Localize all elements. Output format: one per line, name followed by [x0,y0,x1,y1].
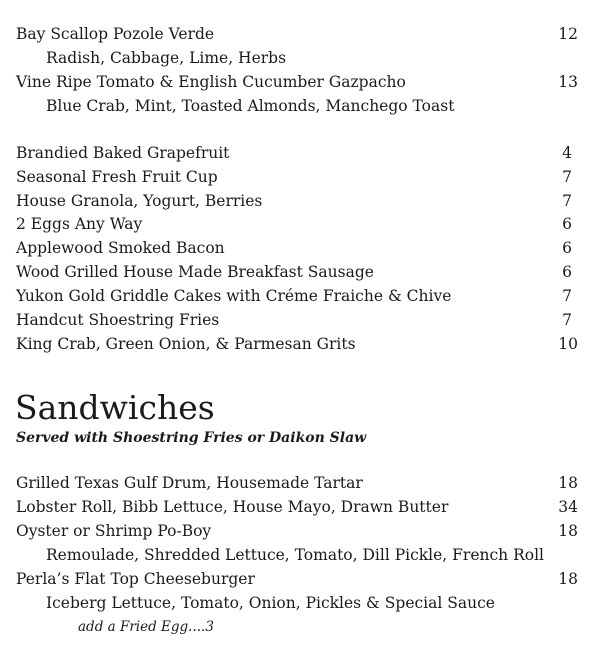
menu-item [16,308,578,332]
menu-item [16,332,578,356]
menu-item [16,519,578,543]
menu-item [16,70,578,94]
menu-item-name: Wood Grilled House Made Breakfast Sausage [16,263,374,281]
menu-item-price: 12 [558,25,578,43]
menu-item [16,22,578,46]
menu-item [16,284,578,308]
menu-item-price: 18 [558,522,578,540]
menu-item-description: Remoulade, Shredded Lettuce, Tomato, Dill Pickle, French Roll [46,546,544,564]
menu-item [16,165,578,189]
menu-item [16,236,578,260]
menu-item-name: 2 Eggs Any Way [16,215,143,233]
menu-item-name: Oyster or Shrimp Po-Boy [16,522,212,540]
menu-item-description: Radish, Cabbage, Lime, Herbs [46,49,287,67]
menu-item-name: Applewood Smoked Bacon [16,239,225,257]
menu-item-name: Lobster Roll, Bibb Lettuce, House Mayo, Drawn Butter [16,498,449,516]
menu-item-price: 10 [558,335,578,353]
menu-item [16,567,578,591]
menu-item-name: Seasonal Fresh Fruit Cup [16,168,218,186]
menu-item [16,189,578,213]
menu-item-name: Grilled Texas Gulf Drum, Housemade Tartar [16,474,363,492]
section-title: Sandwiches [15,388,215,427]
menu-item-price: 18 [558,570,578,588]
menu-item-price: 7 [562,311,572,329]
menu-item [16,260,578,284]
menu-item-name: Brandied Baked Grapefruit [16,144,230,162]
menu-item-price: 18 [558,474,578,492]
section-subtitle: Served with Shoestring Fries or Daikon Slaw [16,430,367,446]
menu-item-name: House Granola, Yogurt, Berries [16,192,263,210]
menu-item-description: Iceberg Lettuce, Tomato, Onion, Pickles & Special Sauce [46,594,495,612]
menu-item [16,212,578,236]
menu-item-name: Perla’s Flat Top Cheeseburger [16,570,255,588]
menu-item-name: Handcut Shoestring Fries [16,311,220,329]
menu-item-price: 7 [562,192,572,210]
menu-item [16,495,578,519]
menu-item-price: 7 [562,168,572,186]
menu-item-price: 6 [562,215,572,233]
menu-item-name: Vine Ripe Tomato & English Cucumber Gazpacho [16,73,406,91]
menu-item-price: 7 [562,287,572,305]
menu-item-price: 13 [558,73,578,91]
menu-item-price: 6 [562,263,572,281]
menu-item-price: 34 [558,498,578,516]
menu-item-name: King Crab, Green Onion, & Parmesan Grits [16,335,356,353]
menu-item-addon: add a Fried Egg....3 [78,619,214,635]
menu-item [16,141,578,165]
menu-item-name: Bay Scallop Pozole Verde [16,25,215,43]
menu-item-price: 6 [562,239,572,257]
menu-item-description: Blue Crab, Mint, Toasted Almonds, Manchego Toast [46,97,455,115]
menu-item-price: 4 [562,144,572,162]
menu-item-name: Yukon Gold Griddle Cakes with Créme Fraiche & Chive [16,287,452,305]
menu-item [16,471,578,495]
